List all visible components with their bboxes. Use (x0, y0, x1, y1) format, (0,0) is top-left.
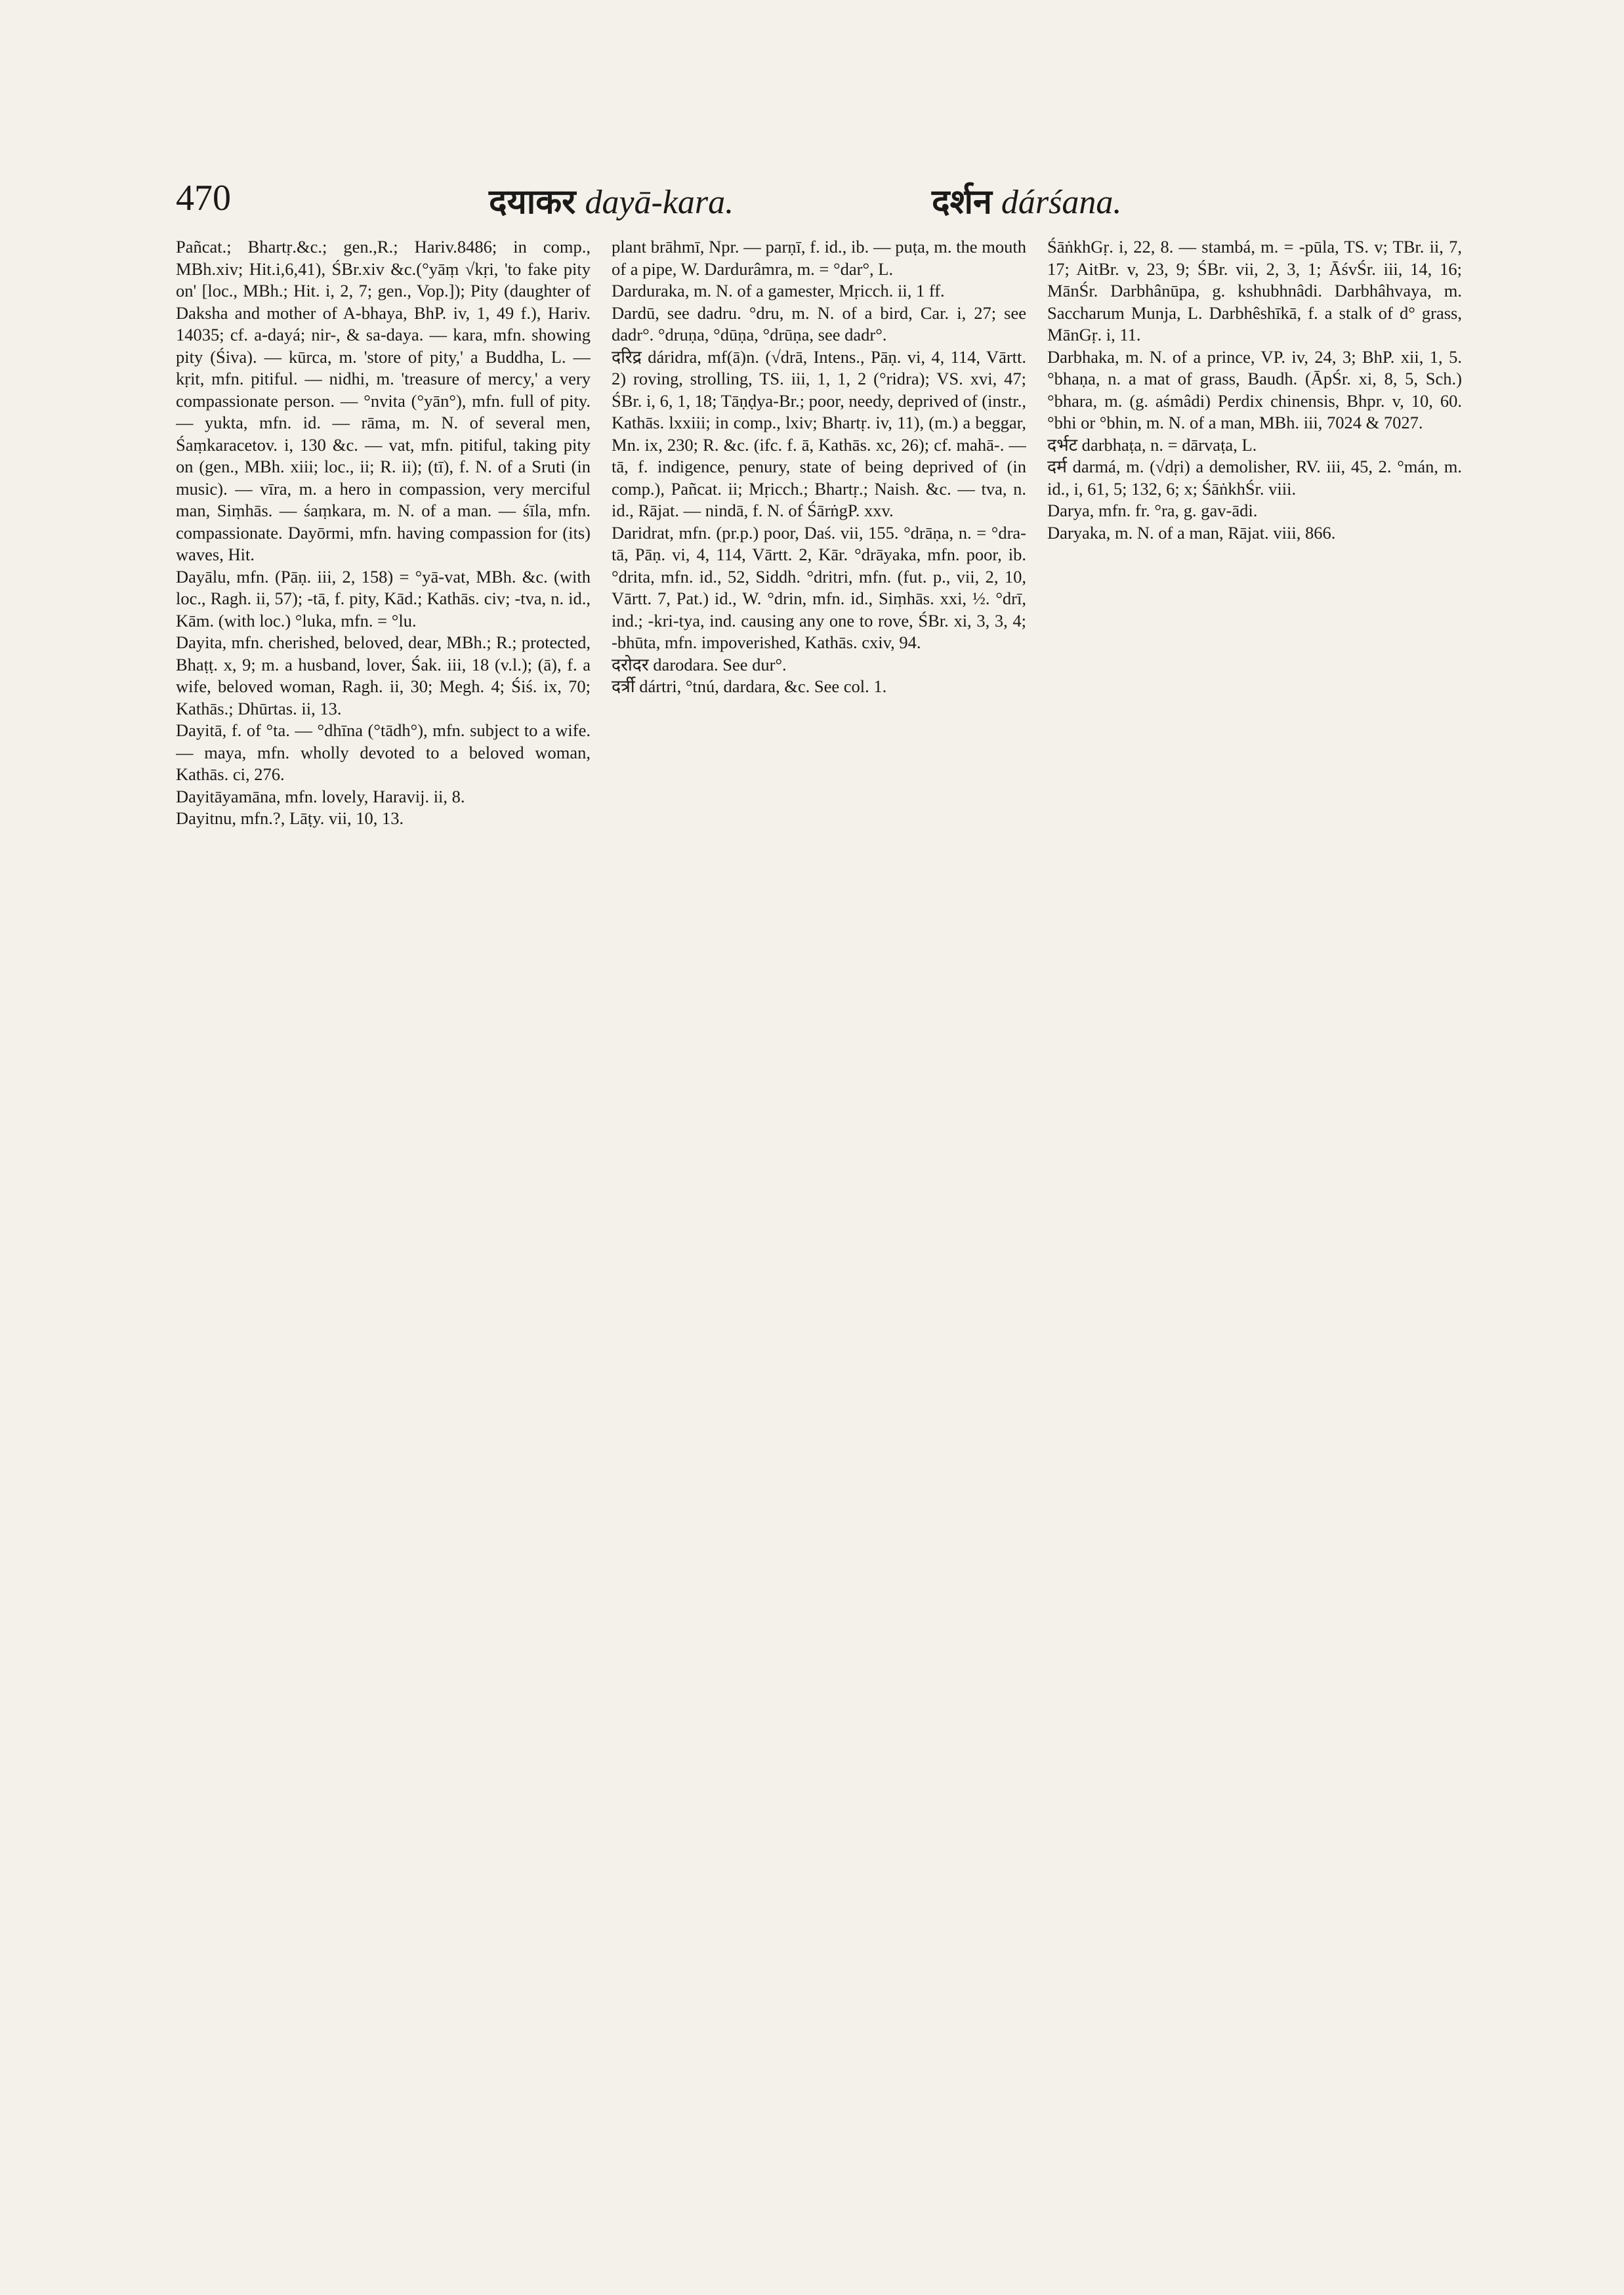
running-head-right-latin: dárśana. (1001, 184, 1122, 221)
dictionary-entry: दर्भट darbhaṭa, n. = dārvaṭa, L. (1047, 434, 1257, 455)
dictionary-entry: Dayita, mfn. cherished, beloved, dear, MBh.; R.; protected, Bhaṭṭ. x, 9; m. a husband, lover, Śak. iii, 18 (v.l.); (ā), f. a wife, beloved woman, Ragh. ii, 30; Megh. 4; Śiś. ix, 70; Kathās.; Dhūrtas. ii, 13. (176, 632, 591, 718)
dictionary-entry: plant brāhmī, Npr. — parṇī, f. id., ib. — puṭa, m. the mouth of a pipe, W. Dardurâmra, m. = °dar°, L. (612, 237, 1026, 279)
dictionary-entry: Daryaka, m. N. of a man, Rājat. viii, 866. (1047, 522, 1336, 543)
dictionary-entry: दर्त्री dártri, °tnú, dardara, &c. See col. 1. (612, 676, 887, 696)
dictionary-entry: Darya, mfn. fr. °ra, g. gav-ādi. (1047, 501, 1258, 520)
column-middle (612, 236, 1026, 2244)
dictionary-entry: Darduraka, m. N. of a gamester, Mṛicch. ii, 1 ff. (612, 281, 945, 300)
dictionary-entry: दरिद्र dáridra, mf(ā)n. (√drā, Intens., Pāṇ. vi, 4, 114, Vārtt. 2) roving, strolling, TS. iii, 1, 1, 2 (°ridra); VS. xvi, 47; ŚBr. i, 6, 1, 18; Tāṇḍya-Br.; poor, needy, deprived of (instr., Kathās. lxxiii; in comp., lxiv; Bhartṛ. iv, 11), (m.) a beggar, Mn. ix, 230; R. &c. (ifc. f. ā, Kathās. xc, 26); cf. mahā-. — tā, f. indigence, penury, state of being deprived of (in comp.), Pañcat. ii; Mṛicch.; Bhartṛ.; Naish. &c. — tva, n. id., Rājat. — nindā, f. N. of ŚārṅgP. xxv. (612, 346, 1026, 520)
dictionary-entry: Dayitāyamāna, mfn. lovely, Haravij. ii, 8. (176, 786, 465, 806)
dictionary-entry: दर्म darmá, m. (√dṛi) a demolisher, RV. iii, 45, 2. °mán, m. id., i, 61, 5; 132, 6; x; ŚāṅkhŚr. viii. (1047, 457, 1462, 499)
dictionary-entry: Dardū, see dadru. °dru, m. N. of a bird, Car. i, 27; see dadr°. °druṇa, °dūṇa, °drūṇa, see dadr°. (612, 302, 1026, 344)
running-head-right (932, 177, 1121, 224)
dictionary-entry: Dayitā, f. of °ta. — °dhīna (°tādh°), mfn. subject to a wife. — maya, mfn. wholly devoted to a beloved woman, Kathās. ci, 276. (176, 720, 591, 784)
dictionary-entry: Darbhaka, m. N. of a prince, VP. iv, 24, 3; BhP. xii, 1, 5. °bhaṇa, n. a mat of grass, Baudh. (ĀpŚr. xi, 8, 5, Sch.) °bhara, m. (g. aśmâdi) Perdix chinensis, Bhpr. v, 10, 60. °bhi or °bhin, m. N. of a man, MBh. iii, 7024 & 7027. (1047, 346, 1462, 432)
page-header (0, 177, 1624, 236)
dictionary-entry: Daridrat, mfn. (pr.p.) poor, Daś. vii, 155. °drāṇa, n. = °dra-tā, Pāṇ. vi, 4, 114, Vārtt. 2, Kār. °drāyaka, mfn. poor, ib. °drita, mfn. id., 52, Siddh. °dritri, mfn. (fut. p., vii, 2, 10, Vārtt. 7, Pat.) id., W. °drin, mfn. id., Siṃhās. xxi, ½. °drī, ind.; -kri-tya, ind. causing any one to rove, ŚBr. xi, 3, 3, 4; -bhūta, mfn. impoverished, Kathās. cxiv, 94. (612, 522, 1026, 652)
column-right (1047, 236, 1462, 2244)
dictionary-entry: ŚāṅkhGṛ. i, 22, 8. — stambá, m. = -pūla, TS. v; TBr. ii, 7, 17; AitBr. v, 23, 9; ŚBr. vii, 2, 3, 1; ĀśvŚr. iii, 14, 16; MānŚr. Darbhânūpa, g. kshubhnâdi. Darbhâhvaya, m. Saccharum Munja, L. Darbhêshīkā, f. a stalk of d° grass, MānGṛ. i, 11. (1047, 237, 1462, 344)
running-head-left (489, 177, 734, 224)
dictionary-entry: Pañcat.; Bhartṛ.&c.; gen.,R.; Hariv.8486; in comp., MBh.xiv; Hit.i,6,41), ŚBr.xiv &c.(°yāṃ √kṛi, 'to fake pity on' [loc., MBh.; Hit. i, 2, 7; gen., Vop.]); Pity (daughter of Daksha and mother of A-bhaya, BhP. iv, 1, 49 f.), Hariv. 14035; cf. a-dayá; nir-, & sa-daya. — kara, mfn. showing pity (Śiva). — kūrca, m. 'store of pity,' a Buddha, L. — kṛit, mfn. pitiful. — nidhi, m. 'treasure of mercy,' a very compassionate person. — °nvita (°yān°), mfn. full of pity. — yukta, mfn. id. — rāma, m. N. of several men, Śaṃkaracetov. i, 130 &c. — vat, mfn. pitiful, taking pity on (gen., MBh. xiii; loc., ii; R. ii); (tī), f. N. of a Sruti (in music). — vīra, m. a hero in compassion, very merciful man, Siṃhās. — śaṃkara, m. N. of a man. — śīla, mfn. compassionate. Dayōrmi, mfn. having compassion for (its) waves, Hit. (176, 237, 591, 564)
column-left (176, 236, 591, 2244)
running-head-left-devanagari: दयाकर (489, 184, 576, 221)
dictionary-entry: Dayālu, mfn. (Pāṇ. iii, 2, 158) = °yā-vat, MBh. &c. (with loc., Ragh. ii, 57); -tā, f. pity, Kād.; Kathās. civ; -tva, n. id., Kām. (with loc.) °luka, mfn. = °lu. (176, 566, 591, 631)
dictionary-columns (176, 236, 1462, 2244)
dictionary-entry: दरोदर darodara. See dur°. (612, 654, 787, 674)
page-number: 470 (176, 178, 231, 218)
running-head-right-devanagari: दर्शन (932, 184, 992, 221)
dictionary-entry: Dayitnu, mfn.?, Lāṭy. vii, 10, 13. (176, 808, 404, 828)
running-head-left-latin: dayā-kara. (585, 184, 734, 221)
